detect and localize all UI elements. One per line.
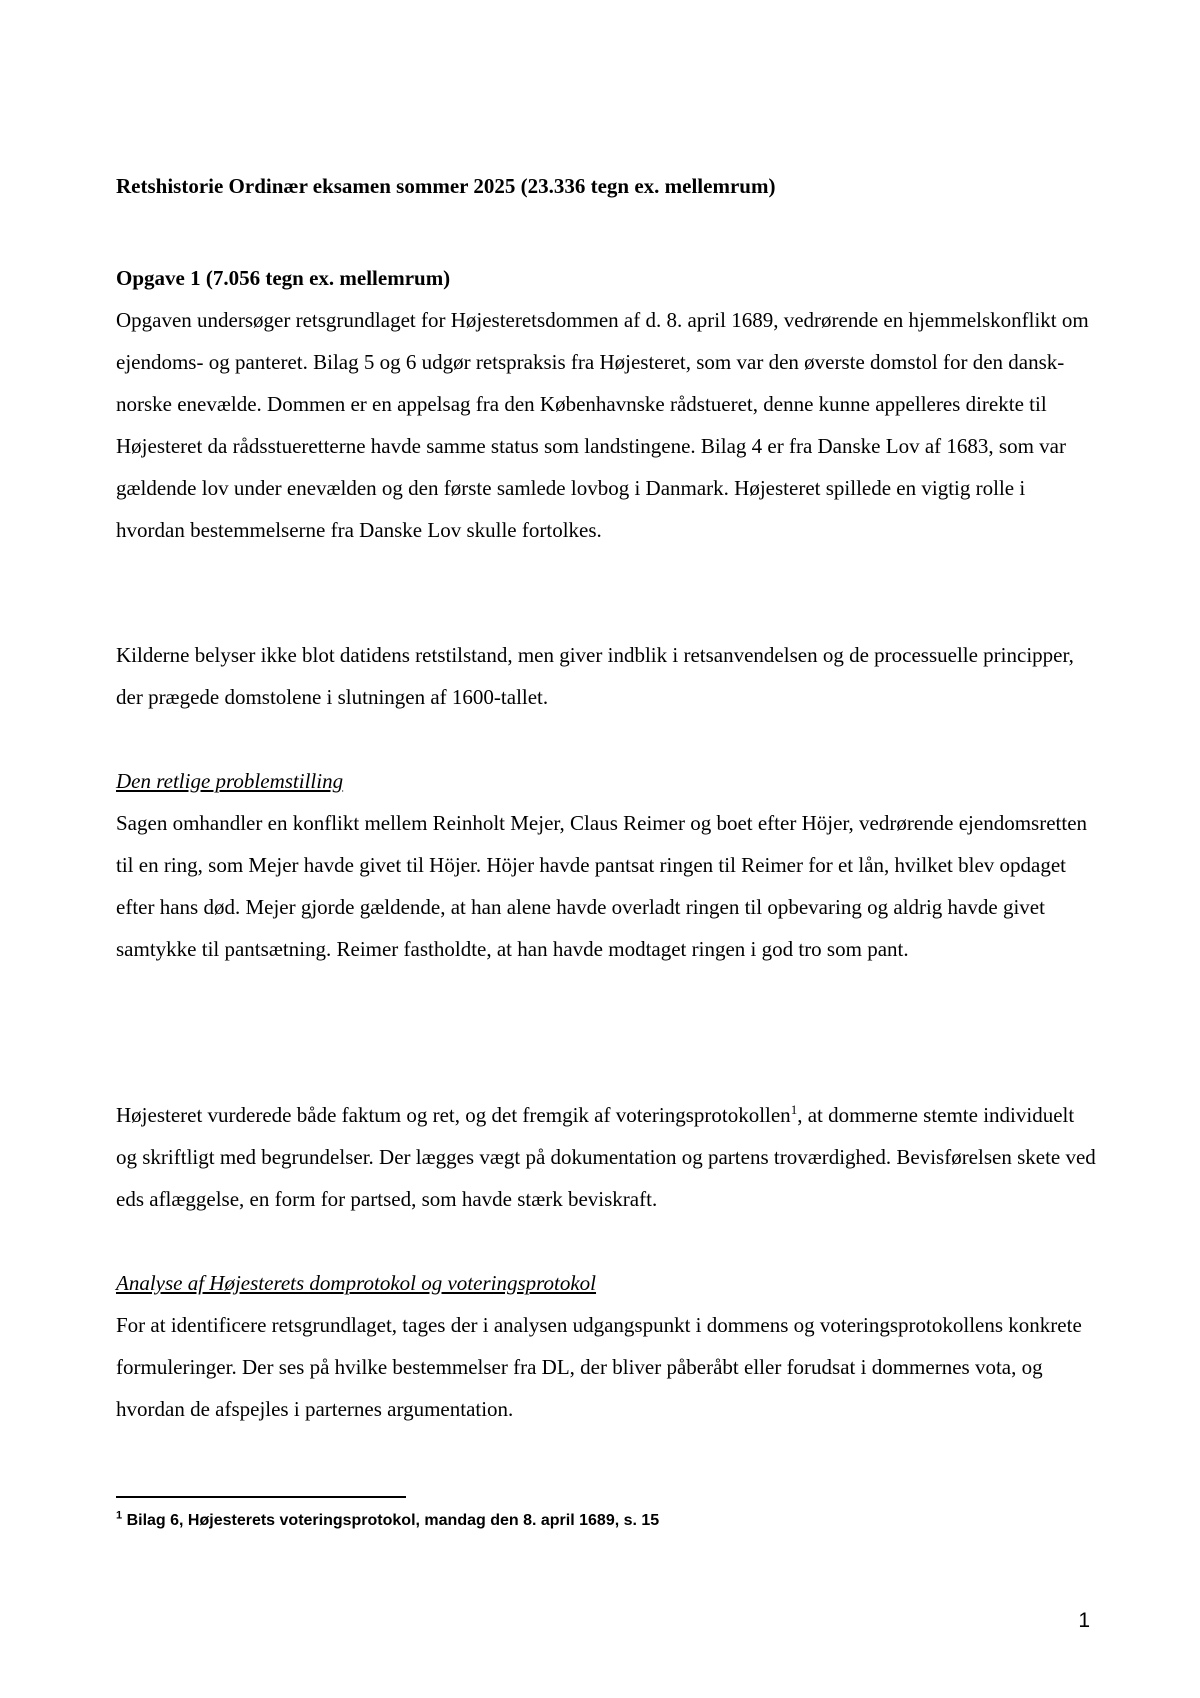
intro-paragraph: Opgaven undersøger retsgrundlaget for Højesteretsdommen af d. 8. april 1689, vedrørende en hjemmelskonflikt om ejendoms- og panteret. Bilag 5 og 6 udgør retspraksis fra Højesteret, som var den øverste domstol for den dansk-norske enevælde. Dommen er en appelsag fra den Københavnske rådstueret, denne kunne appelleres direkte til Højesteret da rådsstueretterne havde samme status som landstingene. Bilag 4 er fra Danske Lov af 1683, som var gældende lov under enevælden og den første samlede lovbog i Danmark. Højesteret spillede en vigtig rolle i hvordan bestemmelserne fra Danske Lov skulle fortolkes. xyxy=(116,308,1089,542)
sources-block xyxy=(116,634,1096,718)
footnote-separator xyxy=(116,1496,406,1498)
court-assessment-block xyxy=(116,1094,1096,1220)
task-1-block xyxy=(116,257,1096,551)
document-title: Retshistorie Ordinær eksamen sommer 2025 (23.336 tegn ex. mellemrum) xyxy=(116,174,776,198)
paragraph-text-start: Højesteret vurderede både faktum og ret, og det fremgik af voteringsprotokollen xyxy=(116,1103,791,1127)
page-number: 1 xyxy=(1078,1609,1090,1632)
court-assessment-paragraph xyxy=(116,1094,1096,1220)
paragraph-text-end: , at dommerne stemte individuelt og skriftligt med begrundelser. Der lægges vægt på dokumentation og partens troværdighed. Bevisførelsen skete ved eds aflæggelse, en form for partsed, som havde stærk beviskraft. xyxy=(116,1103,1096,1211)
analysis-paragraph: For at identificere retsgrundlaget, tages der i analysen udgangspunkt i dommens og voteringsprotokollens konkrete formuleringer. Der ses på hvilke bestemmelser fra DL, der bliver påberåbt eller forudsat i dommernes vota, og hvordan de afspejles i parternes argumentation. xyxy=(116,1313,1082,1421)
footnote xyxy=(116,1510,659,1532)
footnote-number: 1 xyxy=(116,1509,123,1522)
section-heading-legal-issue: Den retlige problemstilling xyxy=(116,769,344,793)
section-analysis xyxy=(116,1262,1096,1430)
legal-issue-paragraph: Sagen omhandler en konflikt mellem Reinholt Mejer, Claus Reimer og boet efter Höjer, vedrørende ejendomsretten til en ring, som Mejer havde givet til Höjer. Höjer havde pantsat ringen til Reimer for et lån, hvilket blev opdaget efter hans død. Mejer gjorde gældende, at han alene havde overladt ringen til opbevaring og aldrig havde givet samtykke til pantsætning. Reimer fastholdte, at han havde modtaget ringen i god tro som pant. xyxy=(116,811,1088,961)
task-heading: Opgave 1 (7.056 tegn ex. mellemrum) xyxy=(116,266,451,290)
sources-paragraph: Kilderne belyser ikke blot datidens retstilstand, men giver indblik i retsanvendelsen og de processuelle principper, der prægede domstolene i slutningen af 1600-tallet. xyxy=(116,643,1074,709)
section-legal-issue xyxy=(116,760,1096,970)
footnote-text: Bilag 6, Højesterets voteringsprotokol, mandag den 8. april 1689, s. 15 xyxy=(122,1512,660,1529)
footnote-reference[interactable]: 1 xyxy=(790,1102,798,1117)
section-heading-analysis: Analyse af Højesterets domprotokol og voteringsprotokol xyxy=(116,1271,597,1295)
